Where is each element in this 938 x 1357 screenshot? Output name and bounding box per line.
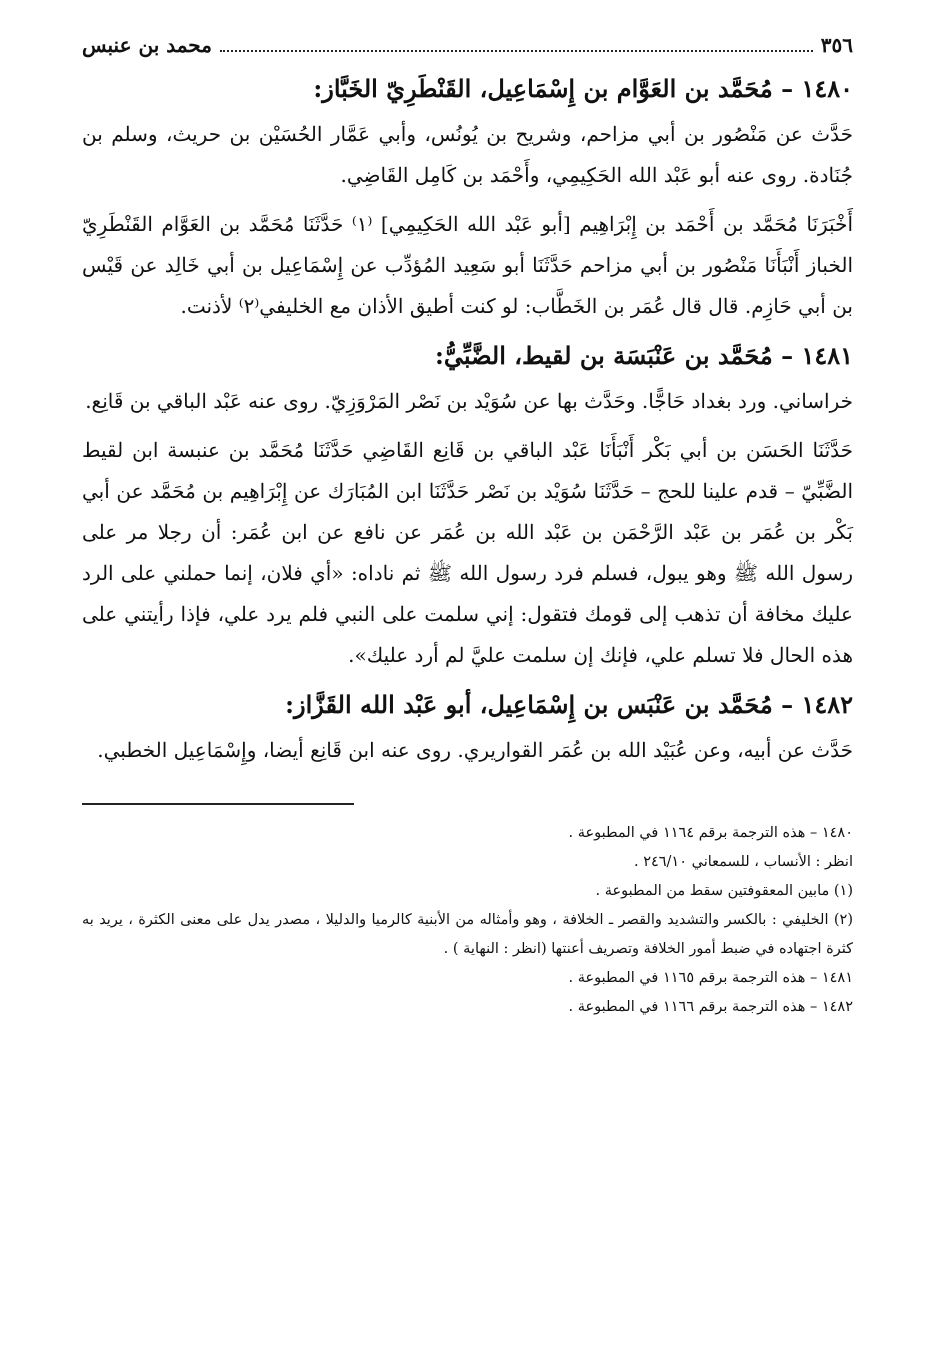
footnote: (١) مابين المعقوفتين سقط من المطبوعة . [595, 883, 853, 899]
entry-paragraph: حَدَّث عن مَنْصُور بن أبي مزاحم، وشريح بن يُونُس، وأبي عَمَّار الحُسَيْن بن حريث، وسلم بن جُنَادة. روى عنه أبو عَبْد الله الحَكِيمِي، وأَحْمَد بن كَامِل القَاضِي. [82, 122, 853, 187]
entry-heading: ١٤٨٠ – مُحَمَّد بن العَوَّام بن إِسْمَاعِيل، القَنْطَرِيّ الخَبَّاز: [313, 74, 853, 103]
running-title: محمد بن عنبس [82, 33, 212, 57]
entry-paragraph: أَخْبَرَنَا مُحَمَّد بن أَحْمَد بن إِبْرَاهِيم [أبو عَبْد الله الحَكِيمِي] ⁽١⁾ حَدَّثَنَا مُحَمَّد بن العَوَّام القَنْطَرِيّ الخباز أَنْبَأَنَا مَنْصُور بن أبي مزاحم حَدَّثَنَا أبو سَعِيد المُؤدِّب عن إِسْمَاعِيل بن أبي خَالِد عن قَيْس بن أبي حَازِم. قال قال عُمَر بن الخَطَّاب: لو كنت أطيق الأذان مع الخليفي⁽٢⁾ لأذنت. [82, 212, 854, 318]
page-number: ٣٥٦ [820, 33, 853, 57]
running-head [82, 30, 853, 60]
footnote: (٢) الخليفي : بالكسر والتشديد والقصر ـ الخلافة ، وهو وأمثاله من الأبنية كالرميا والدليلا ، مصدر يدل على معنى الكثرة ، يريد به كثرة اجتهاده في ضبط أمور الخلافة وتصريف أعنتها (انظر : النهاية ) . [82, 912, 853, 957]
footnote: ١٤٨١ – هذه الترجمة برقم ١١٦٥ في المطبوعة . [568, 970, 853, 986]
entry-heading: ١٤٨١ – مُحَمَّد بن عَنْبَسَة بن لقيط، الضَّبِّيُّ: [435, 341, 853, 370]
footnote: ١٤٨٢ – هذه الترجمة برقم ١١٦٦ في المطبوعة . [568, 999, 853, 1015]
entry-1480 [82, 70, 853, 327]
footnote: انظر : الأنساب ، للسمعاني ٢٤٦/١٠ . [633, 854, 853, 870]
entry-paragraph: حَدَّث عن أبيه، وعن عُبَيْد الله بن عُمَر القواريري. روى عنه ابن قَانِع أيضا، وإِسْمَاعِيل الخطبي. [97, 738, 853, 762]
entry-1481 [82, 337, 853, 676]
entry-1482 [82, 686, 853, 771]
entry-paragraph: خراساني. ورد بغداد حَاجًّا. وحَدَّث بها عن سُوَيْد بن نَصْر المَرْوَزِيّ. روى عنه عَبْد الباقي بن قَانِع. [85, 389, 853, 413]
footnotes [82, 819, 853, 1022]
leader-dots [220, 36, 813, 52]
footnote: ١٤٨٠ – هذه الترجمة برقم ١١٦٤ في المطبوعة . [568, 825, 853, 841]
entry-heading: ١٤٨٢ – مُحَمَّد بن عَنْبَس بن إِسْمَاعِيل، أبو عَبْد الله القَزَّاز: [285, 690, 853, 719]
entry-paragraph: حَدَّثَنَا الحَسَن بن أبي بَكْر أَنْبَأَنَا عَبْد الباقي بن قَانِع القَاضِي حَدَّثَنَا مُحَمَّد بن عنبسة ابن لقيط الضَّبِّيّ – قدم علينا للحج – حَدَّثَنَا سُوَيْد بن نَصْر حَدَّثَنَا ابن المُبَارَك عن إِبْرَاهِيم بن مُحَمَّد عن أبي بَكْر بن عُمَر بن عَبْد الرَّحْمَن بن عَبْد الله بن عُمَر عن نافع عن ابن عُمَر: أن رجلا مر على رسول الله ﷺ وهو يبول، فسلم فرد رسول الله ﷺ ثم ناداه: «أي فلان، إنما حملني على الرد عليك مخافة أن تذهب إلى قومك فتقول: إني سلمت على النبي فلم يرد علي، فإذا رأيتني على هذه الحال فلا تسلم علي، فإنك إن سلمت عليَّ لم أرد عليك». [82, 438, 853, 667]
footnote-divider [82, 803, 354, 805]
